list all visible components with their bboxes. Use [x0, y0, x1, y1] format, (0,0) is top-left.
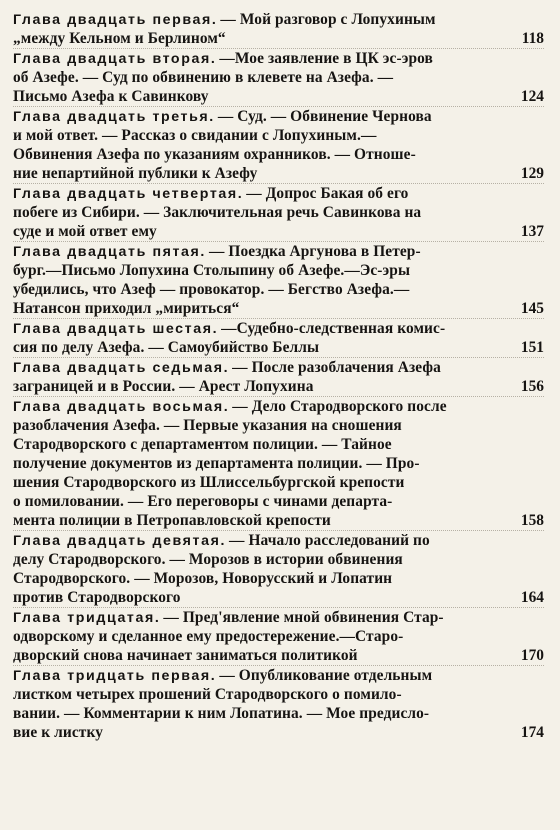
chapter-text-line: мента полиции в Петропавловской крепости	[13, 512, 331, 529]
chapter-text-line: ние непартийной публики к Азефу	[13, 165, 258, 182]
toc-entry-31	[13, 665, 544, 742]
toc-entry-29	[13, 530, 544, 607]
chapter-text-line: получение документов из департамента полиции. — Про-	[13, 455, 420, 472]
chapter-text-line: и мой ответ. — Рассказ о свидании с Лопухиным.—	[13, 127, 377, 144]
chapter-text-line: — Опубликование отдельным	[219, 667, 433, 684]
chapter-text-line: Стародворского с департаментом полиции. — Тайное	[13, 436, 392, 453]
toc-entry-21	[13, 10, 544, 48]
chapter-text-line: против Стародворского	[13, 589, 181, 606]
toc-entry-25	[13, 241, 544, 318]
chapter-text-line: — Пред'явление мной обвинения Стар-	[163, 609, 444, 626]
chapter-text-line: об Азефе. — Суд по обвинению в клевете на Азефа. —	[13, 69, 394, 86]
toc-entry-30	[13, 607, 544, 665]
chapter-text-line: побеге из Сибири. — Заключительная речь Савинкова на	[13, 204, 422, 221]
chapter-heading: Глава тридцатая.	[13, 610, 161, 626]
page-number: 170	[520, 647, 544, 664]
chapter-heading: Глава двадцать шестая.	[13, 321, 219, 337]
chapter-heading: Глава двадцать восьмая.	[13, 399, 230, 415]
chapter-heading: Глава тридцать первая.	[13, 668, 217, 684]
chapter-text-line: сия по делу Азефа. — Самоубийство Беллы	[13, 339, 320, 356]
chapter-heading: Глава двадцать четвертая.	[13, 186, 244, 202]
chapter-text-line: дворский снова начинает заниматься политикой	[13, 647, 358, 664]
chapter-text-line: листком четырех прошений Стародворского о помило-	[13, 686, 402, 703]
chapter-text-line: убедились, что Азеф — провокатор. — Бегство Азефа.—	[13, 281, 410, 298]
toc-entry-23	[13, 106, 544, 183]
chapter-text-line: вании. — Комментарии к ним Лопатина. — Мое предисло-	[13, 705, 430, 722]
toc-entry-24	[13, 183, 544, 241]
chapter-text-line: вие к листку	[13, 724, 104, 741]
chapter-heading: Глава двадцать седьмая.	[13, 360, 230, 376]
chapter-text-line: — Начало расследований по	[229, 532, 430, 549]
page-number: 124	[520, 88, 544, 105]
page-number: 174	[520, 724, 544, 741]
chapter-text-line: одворскому и сделанное ему предостережение.—Старо-	[13, 628, 404, 645]
chapter-heading: Глава двадцать девятая.	[13, 533, 227, 549]
page-number: 118	[521, 30, 544, 47]
page-number: 156	[520, 378, 544, 395]
chapter-text-line: суде и мой ответ ему	[13, 223, 157, 240]
chapter-heading: Глава двадцать третья.	[13, 109, 215, 125]
page-number: 158	[520, 512, 544, 529]
chapter-text-line: — Мой разговор с Лопухиным	[220, 11, 436, 28]
chapter-text-line: делу Стародворского. — Морозов в истории обвинения	[13, 551, 403, 568]
chapter-text-line: —Мое заявление в ЦК эс-эров	[219, 50, 433, 67]
chapter-text-line: шения Стародворского из Шлиссельбургской крепости	[13, 474, 405, 491]
chapter-text-line: Письмо Азефа к Савинкову	[13, 88, 209, 105]
toc-entry-28	[13, 396, 544, 530]
chapter-text-line: заграницей и в России. — Арест Лопухина	[13, 378, 314, 395]
chapter-text-line: — Допрос Бакая об его	[246, 185, 409, 202]
chapter-text-line: — После разоблачения Азефа	[232, 359, 441, 376]
chapter-text-line: Стародворского. — Морозов, Новорусский и Лопатин	[13, 570, 393, 587]
chapter-heading: Глава двадцать вторая.	[13, 51, 217, 67]
toc-entry-22	[13, 48, 544, 106]
chapter-text-line: —Судебно-следственная комис-	[221, 320, 446, 337]
page-number: 137	[520, 223, 544, 240]
chapter-text-line: бург.—Письмо Лопухина Столыпину об Азефе.—Эс-эры	[13, 262, 411, 279]
chapter-text-line: — Суд. — Обвинение Чернова	[217, 108, 432, 125]
toc-entry-27	[13, 357, 544, 396]
chapter-text-line: разоблачения Азефа. — Первые указания на сношения	[13, 417, 402, 434]
page-number: 145	[520, 300, 544, 317]
chapter-heading: Глава двадцать пятая.	[13, 244, 206, 260]
chapter-text-line: о помиловании. — Его переговоры с чинами департа-	[13, 493, 393, 510]
page-number: 164	[520, 589, 544, 606]
page-number: 129	[520, 165, 544, 182]
chapter-text-line: — Поездка Аргунова в Петер-	[208, 243, 421, 260]
page-number: 151	[520, 339, 544, 356]
chapter-text-line: Натансон приходил „мириться“	[13, 300, 240, 317]
chapter-heading: Глава двадцать первая.	[13, 12, 218, 28]
chapter-text-line: Обвинения Азефа по указаниям охранников. — Отноше-	[13, 146, 416, 163]
chapter-text-line: „между Кельном и Берлином“	[13, 30, 226, 47]
toc-entry-26	[13, 318, 544, 357]
chapter-text-line: — Дело Стародворского после	[232, 398, 447, 415]
